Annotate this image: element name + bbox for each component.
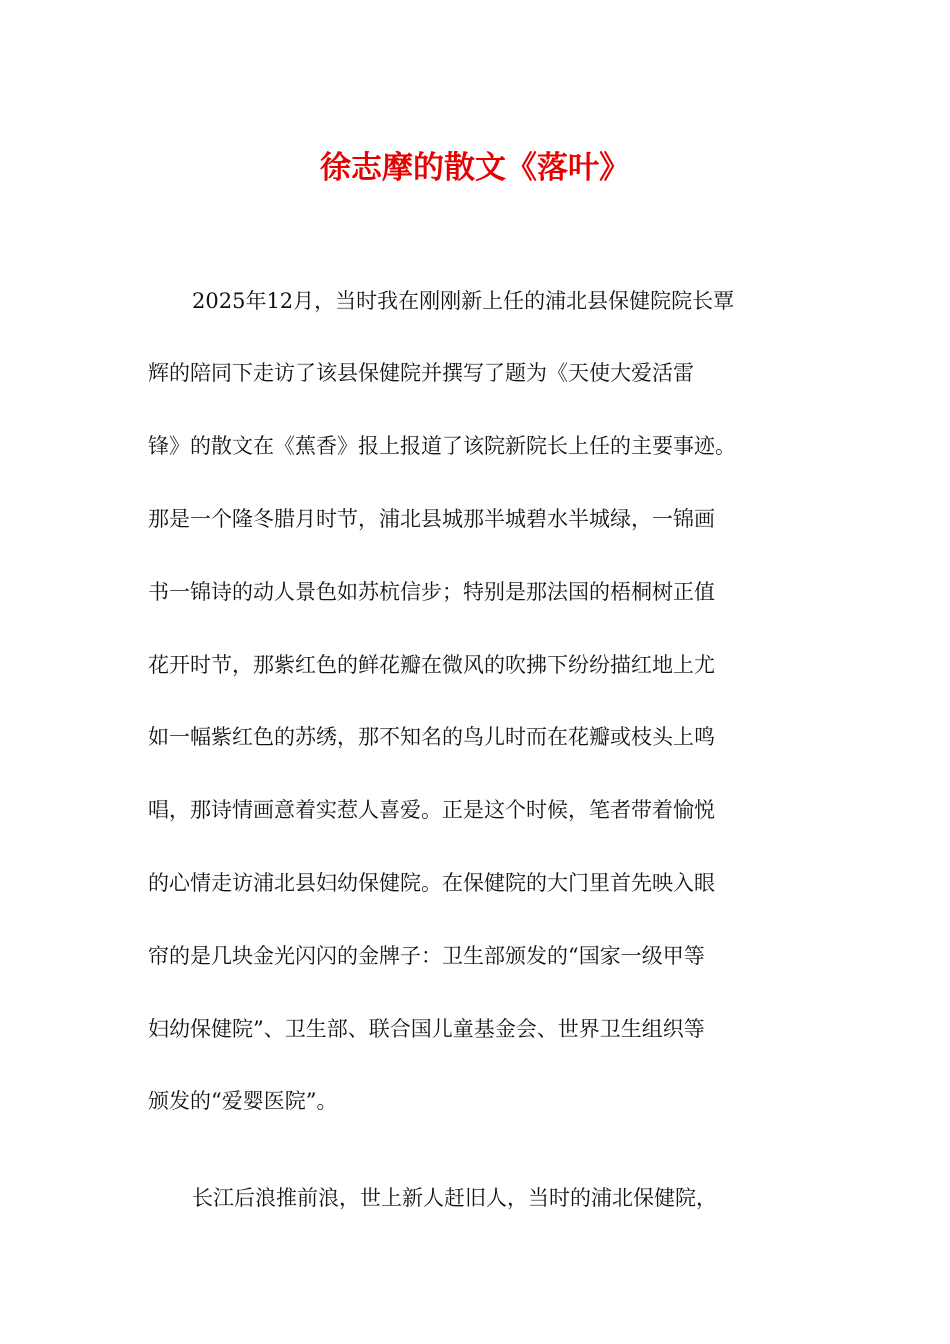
paragraph-line: 那是一个隆冬腊月时节，浦北县城那半城碧水半城绿，一锦画 [148,507,715,531]
paragraph-line: 的心情走访浦北县妇幼保健院。在保健院的大门里首先映入眼 [148,871,715,895]
paragraph-line: 长江后浪推前浪，世上新人赶旧人，当时的浦北保健院， [192,1186,717,1210]
paragraph-line: 花开时节，那紫红色的鲜花瓣在微风的吹拂下纷纷描红地上尤 [148,653,715,677]
paragraph-line: 如一幅紫红色的苏绣，那不知名的鸟儿时而在花瓣或枝头上鸣 [148,725,715,749]
paragraph-line: 帘的是几块金光闪闪的金牌子：卫生部颁发的“国家一级甲等 [148,944,705,968]
paragraph-line: 辉的陪同下走访了该县保健院并撰写了题为《天使大爱活雷 [148,361,694,385]
paragraph-line: 颁发的“爱婴医院”。 [148,1089,338,1113]
paragraph-line: 锋》的散文在《蕉香》报上报道了该院新院长上任的主要事迹。 [148,434,736,458]
paragraph-line: 唱，那诗情画意着实惹人喜爱。正是这个时候，笔者带着愉悦 [148,798,715,822]
paragraph-line: 2025年12月，当时我在刚刚新上任的浦北县保健院院长覃 [192,289,735,313]
paragraph-line: 妇幼保健院”、卫生部、联合国儿童基金会、世界卫生组织等 [148,1017,705,1041]
paragraph-line: 书一锦诗的动人景色如苏杭信步；特别是那法国的梧桐树正值 [148,580,715,604]
document-title: 徐志摩的散文《落叶》 [320,150,630,186]
